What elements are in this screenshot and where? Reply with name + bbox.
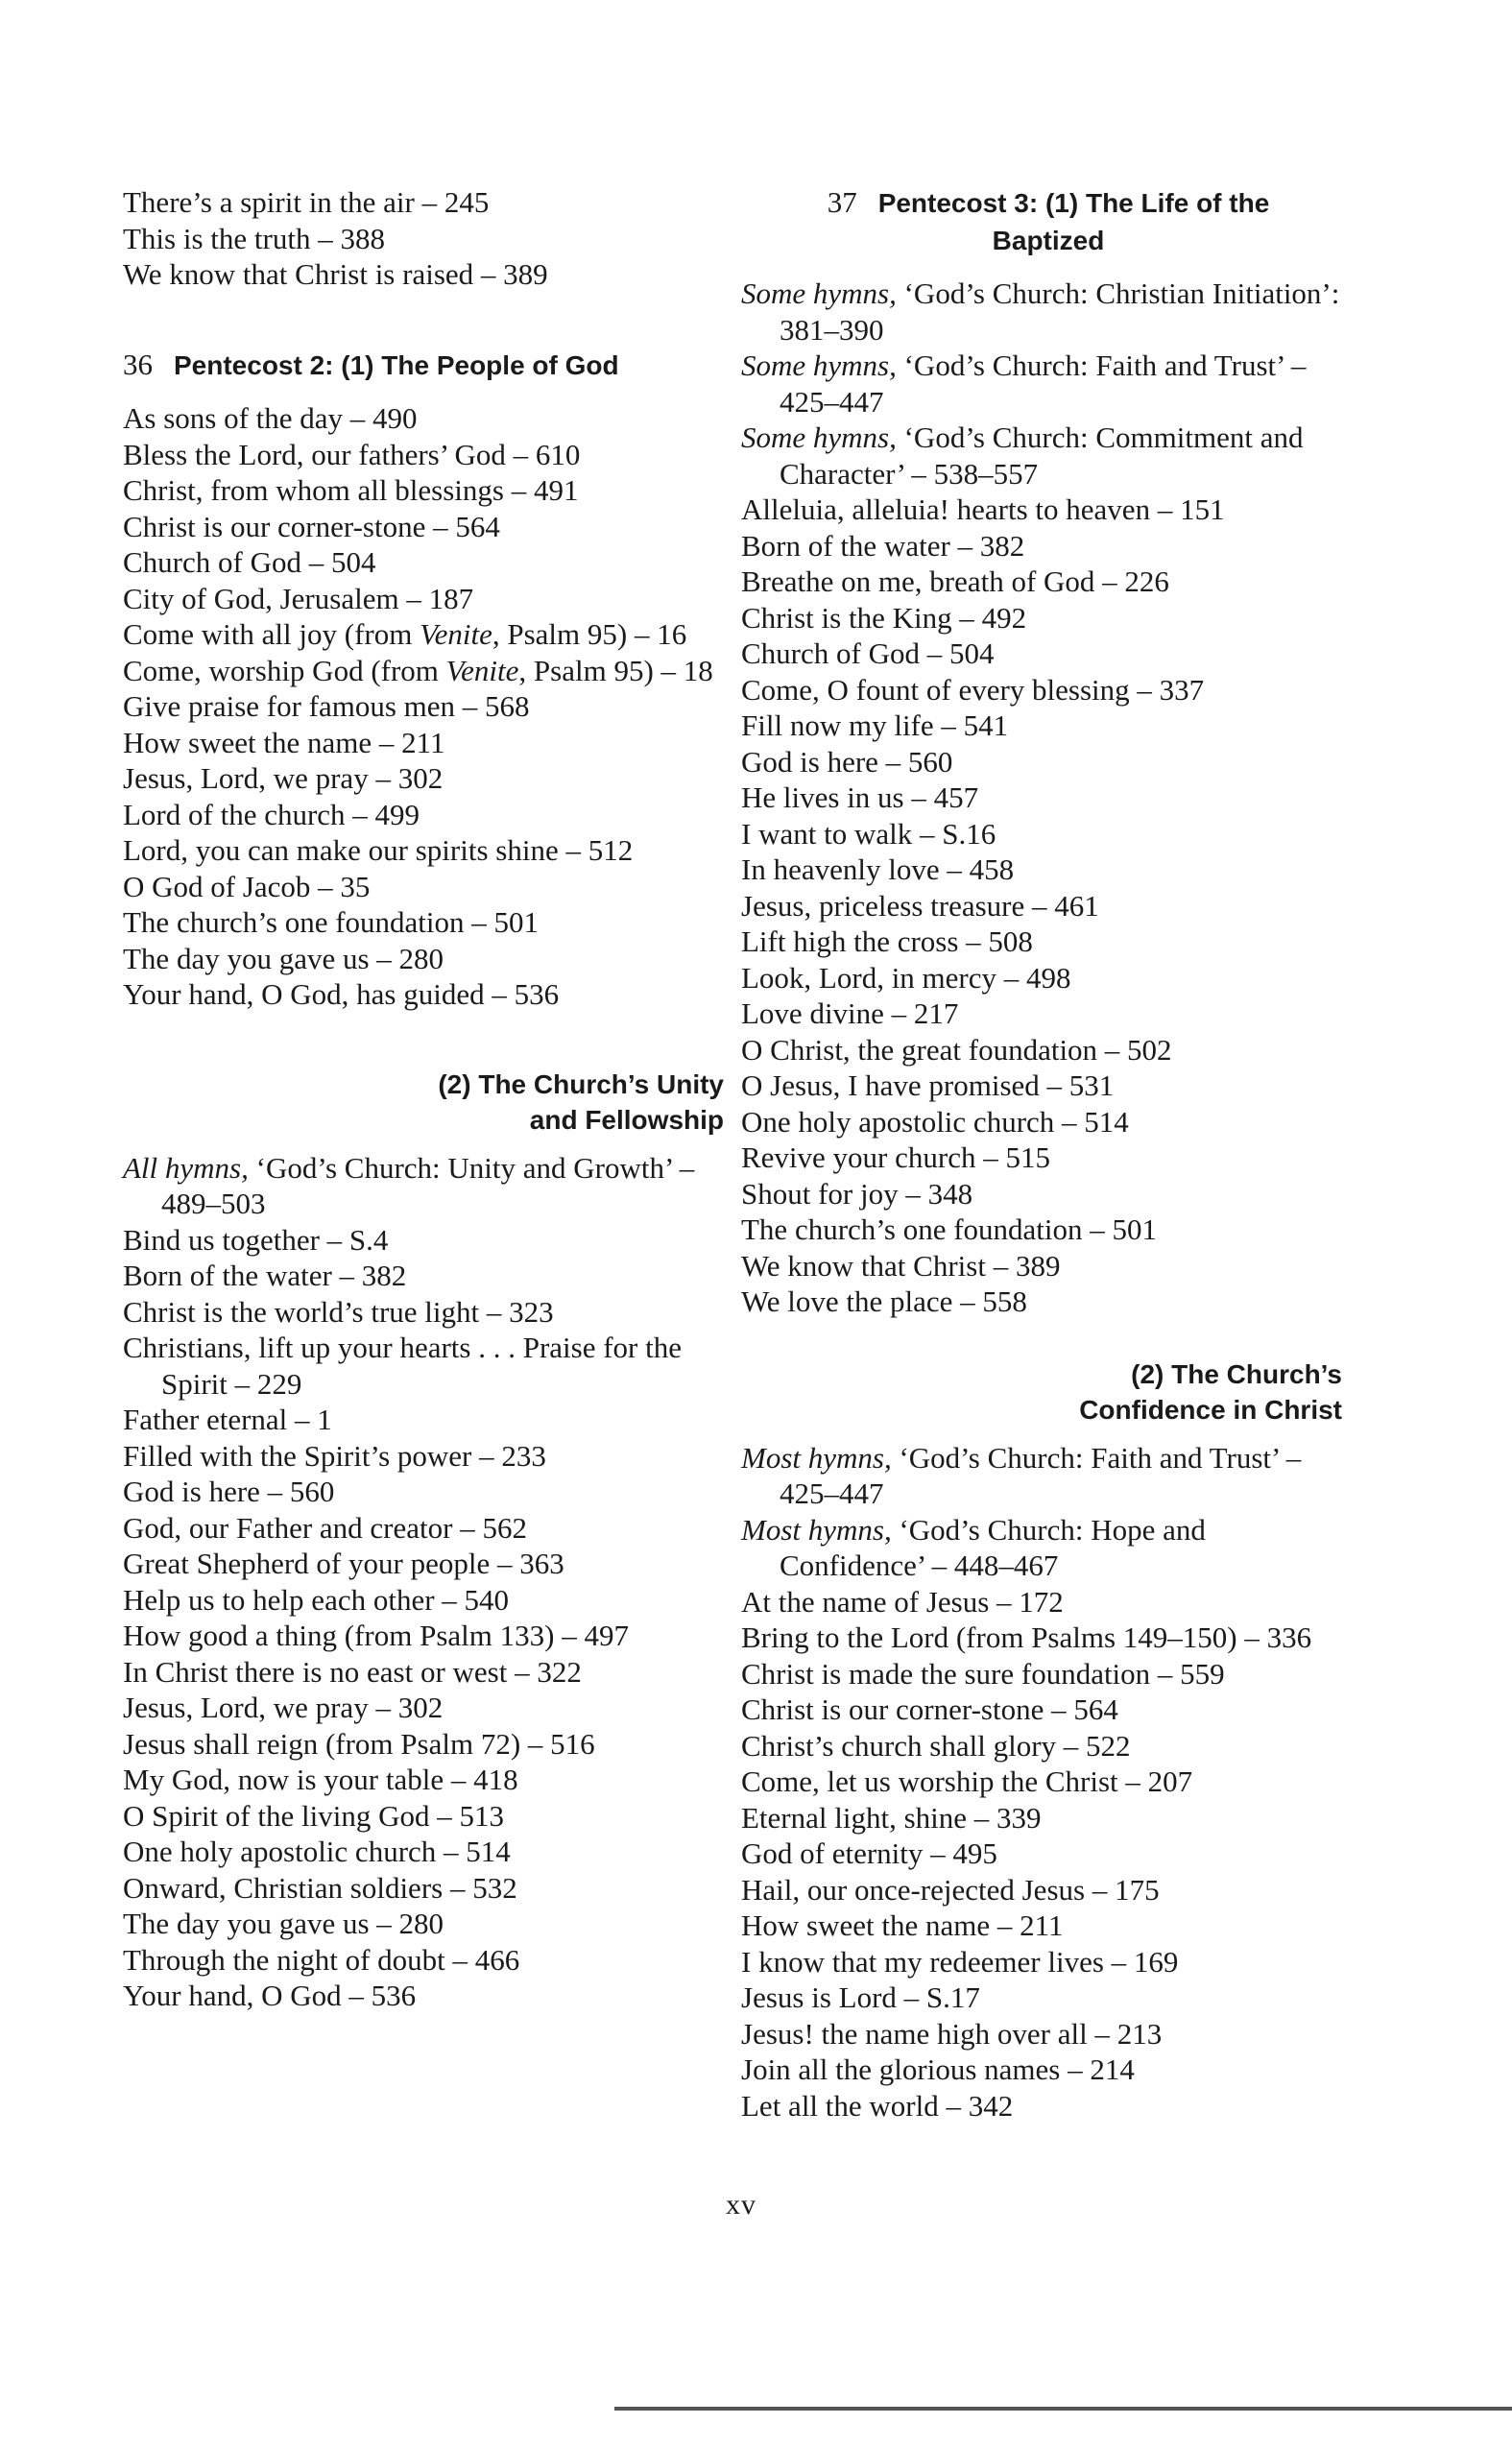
list-item: My God, now is your table – 418 [123,1763,518,1796]
list-item: Bless the Lord, our fathers’ God – 610 [123,437,581,471]
list-item: Jesus! the name high over all – 213 [741,2016,1163,2051]
list-item: Alleluia, alleluia! hearts to heaven – 151 [741,492,1225,526]
list-item: Jesus, Lord, we pray – 302 [123,761,444,795]
lead-italic: Some hymns, [741,276,897,310]
lead-text: ‘God’s Church: Faith and Trust’ – 425–447 [780,348,1307,419]
section-37-list [741,276,1356,1320]
list-item: Born of the water – 382 [123,1259,407,1292]
top-entries [123,184,737,293]
list-item: The church’s one foundation – 501 [123,905,540,939]
list-item: Filled with the Spirit’s power – 233 [123,1438,546,1473]
list-item: Christ is the world’s true light – 323 [123,1294,554,1329]
list-item: Jesus shall reign (from Psalm 72) – 516 [123,1726,595,1761]
lead-text: ‘God’s Church: Hope and Confidence’ – 448–467 [780,1512,1206,1582]
list-item: Through the night of doubt – 466 [123,1942,520,1977]
list-item: Jesus, Lord, we pray – 302 [123,1691,444,1724]
list-item: Lord of the church – 499 [123,797,420,831]
lead-italic: Most hymns, [741,1512,892,1547]
lead-italic: All hymns, [123,1150,249,1185]
lead-italic: Some hymns, [741,348,897,382]
list-item: Look, Lord, in mercy – 498 [741,960,1071,995]
subheading-line: (2) The Church’s Unity [438,1068,724,1099]
section-title: Baptized [992,225,1105,255]
list-item: Christ, from whom all blessings – 491 [123,473,579,507]
list-item: In Christ there is no east or west – 322 [123,1654,582,1689]
list-item: Come, let us worship the Christ – 207 [741,1764,1193,1798]
right-column [741,184,1356,2124]
list-item: Church of God – 504 [123,545,376,579]
subheading-line: Confidence in Christ [1079,1395,1342,1425]
section-number: 36 [123,347,153,381]
list-item: Come, worship God (from Venite, Psalm 95) – 18 [123,653,713,687]
list-item: We love the place – 558 [741,1284,1027,1318]
list-item: Hail, our once-rejected Jesus – 175 [741,1872,1160,1907]
list-item: Christ is made the sure foundation – 559 [741,1656,1225,1691]
list-item: Jesus is Lord – S.17 [741,1980,980,2014]
list-item: God is here – 560 [123,1475,335,1508]
list-item: I want to walk – S.16 [741,816,996,851]
list-item: Your hand, O God – 536 [123,1979,417,2012]
list-item: Christ is our corner-stone – 564 [741,1692,1118,1726]
list-item: Christ is our corner-stone – 564 [123,509,500,543]
list-item: God of eternity – 495 [741,1836,997,1870]
list-item: The day you gave us – 280 [123,941,444,975]
list-item: One holy apostolic church – 514 [123,1835,511,1868]
list-item: One holy apostolic church – 514 [741,1104,1129,1139]
list-item: Revive your church – 515 [741,1140,1050,1174]
list-item: As sons of the day – 490 [123,401,418,435]
list-item: O Spirit of the living God – 513 [123,1798,504,1833]
confidence-in-christ-list [741,1440,1356,2124]
list-item: Breathe on me, breath of God – 226 [741,564,1169,598]
list-item: Bind us together – S.4 [123,1222,389,1257]
bottom-rule [614,2407,1512,2411]
list-item: Give praise for famous men – 568 [123,689,530,723]
list-item: Father eternal – 1 [123,1403,332,1436]
list-item: Lord, you can make our spirits shine – 512 [123,833,634,867]
list-item-lead [123,1150,737,1222]
section-title: Pentecost 2: (1) The People of God [174,349,619,380]
list-item: Let all the world – 342 [741,2088,1014,2123]
lead-text: ‘God’s Church: Christian Initiation’: 381–390 [780,276,1340,347]
subheading-line: and Fellowship [529,1105,724,1135]
list-item: Christ’s church shall glory – 522 [741,1728,1131,1763]
list-item: How sweet the name – 211 [123,725,445,759]
unity-fellowship-heading [123,1067,737,1139]
list-item: O Christ, the great foundation – 502 [741,1032,1172,1067]
list-item: The church’s one foundation – 501 [741,1212,1158,1246]
list-item-lead [741,348,1356,420]
section-number: 37 [827,185,857,219]
list-item: Fill now my life – 541 [741,708,1009,742]
lead-italic: Most hymns, [741,1440,892,1475]
list-item: Onward, Christian soldiers – 532 [123,1870,517,1905]
list-item-lead [741,420,1356,492]
list-item: O Jesus, I have promised – 531 [741,1068,1115,1102]
lead-text: ‘God’s Church: Faith and Trust’ – 425–447 [780,1440,1302,1510]
list-item: Bring to the Lord (from Psalms 149–150) – 336 [741,1620,1312,1654]
lead-italic: Some hymns, [741,420,897,454]
list-item: Help us to help each other – 540 [123,1582,510,1617]
list-item: Jesus, priceless treasure – 461 [741,888,1099,923]
list-item: O God of Jacob – 35 [123,869,371,903]
list-item: God is here – 560 [741,744,953,779]
section-36-list [123,400,737,1013]
unity-fellowship-list [123,1150,737,2014]
list-item: Great Shepherd of your people – 363 [123,1547,564,1580]
lead-text: ‘God’s Church: Unity and Growth’ – 489–503 [161,1150,695,1220]
list-item: We know that Christ is raised – 389 [123,257,548,291]
list-item: This is the truth – 388 [123,221,385,255]
list-item-lead [741,276,1356,348]
list-item: Lift high the cross – 508 [741,924,1033,958]
list-item: Join all the glorious names – 214 [741,2052,1135,2086]
lead-text: ‘God’s Church: Commitment and Character’ – 538–557 [780,420,1304,491]
list-item: How good a thing (from Psalm 133) – 497 [123,1619,629,1652]
list-item: There’s a spirit in the air – 245 [123,185,490,219]
list-item: I know that my redeemer lives – 169 [741,1944,1179,1979]
list-item: In heavenly love – 458 [741,852,1015,886]
list-item: He lives in us – 457 [741,780,979,814]
list-item: City of God, Jerusalem – 187 [123,581,474,615]
subheading-line: (2) The Church’s [1131,1358,1342,1389]
confidence-in-christ-heading [741,1356,1356,1428]
section-36-heading [123,347,737,384]
left-column [123,184,737,2014]
list-item: Eternal light, shine – 339 [741,1800,1042,1835]
section-title: Pentecost 3: (1) The Life of the [877,188,1270,218]
list-item: Church of God – 504 [741,636,995,670]
list-item: The day you gave us – 280 [123,1907,444,1940]
list-item: Shout for joy – 348 [741,1176,973,1211]
list-item: Your hand, O God, has guided – 536 [123,977,560,1011]
page-number: xv [726,2189,756,2220]
list-item: Christians, lift up your hearts . . . Praise for the Spirit – 229 [123,1331,683,1401]
list-item: Come, O fount of every blessing – 337 [741,672,1205,707]
list-item: Born of the water – 382 [741,528,1025,563]
list-item-lead [741,1512,1356,1584]
list-item: We know that Christ – 389 [741,1248,1061,1283]
list-item: How sweet the name – 211 [741,1908,1064,1942]
list-item: At the name of Jesus – 172 [741,1584,1064,1619]
list-item-lead [741,1440,1356,1512]
list-item: Come with all joy (from Venite, Psalm 95) – 16 [123,617,687,651]
list-item: God, our Father and creator – 562 [123,1510,527,1545]
list-item: Christ is the King – 492 [741,600,1027,635]
list-item: Love divine – 217 [741,996,959,1030]
section-37-heading [741,184,1356,258]
